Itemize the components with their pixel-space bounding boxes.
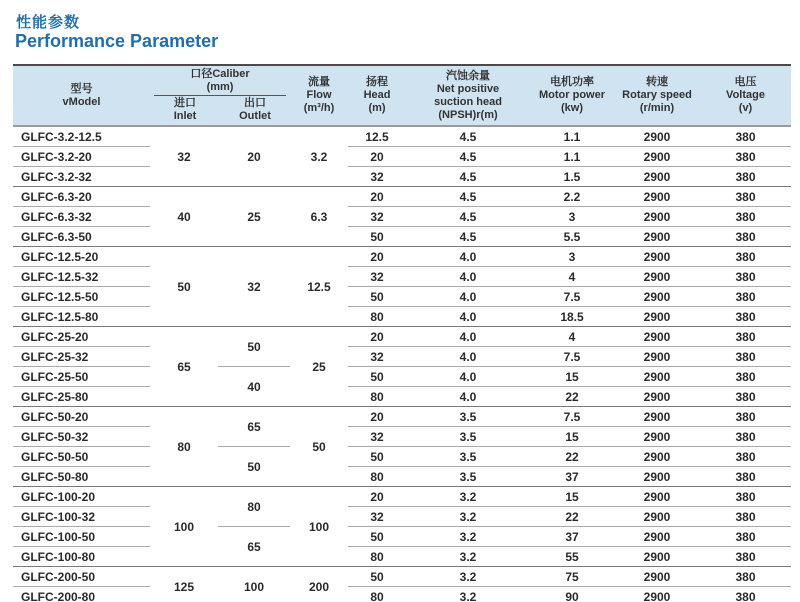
header-outlet-en: Outlet — [239, 110, 271, 122]
cell-speed: 2900 — [614, 147, 700, 167]
cell-power: 15 — [530, 487, 614, 507]
table-body — [13, 126, 791, 602]
cell-voltage: 380 — [700, 227, 791, 247]
header-row — [13, 65, 791, 126]
cell-speed: 2900 — [614, 507, 700, 527]
cell-model: GLFC-6.3-32 — [13, 207, 150, 227]
header-voltage-en: Voltage — [726, 89, 765, 101]
cell-outlet: 50 — [218, 327, 290, 367]
table-row — [13, 227, 791, 247]
cell-power: 22 — [530, 387, 614, 407]
header-npsh-zh: 汽蚀余量 — [446, 69, 491, 82]
cell-voltage: 380 — [700, 167, 791, 187]
cell-outlet: 40 — [218, 367, 290, 407]
cell-power: 18.5 — [530, 307, 614, 327]
header-head-unit: (m) — [368, 102, 386, 114]
cell-model: GLFC-25-50 — [13, 367, 150, 387]
cell-model: GLFC-6.3-50 — [13, 227, 150, 247]
cell-speed: 2900 — [614, 367, 700, 387]
cell-head: 50 — [348, 447, 406, 467]
cell-npsh: 4.5 — [406, 126, 530, 147]
header-caliber-subcolumns — [150, 97, 290, 123]
cell-speed: 2900 — [614, 527, 700, 547]
cell-outlet: 25 — [218, 187, 290, 247]
header-flow-zh: 流量 — [308, 76, 331, 88]
cell-voltage: 380 — [700, 587, 791, 602]
cell-head: 50 — [348, 227, 406, 247]
cell-voltage: 380 — [700, 467, 791, 487]
table-row — [13, 187, 791, 207]
header-speed-unit: (r/min) — [639, 102, 675, 114]
cell-head: 20 — [348, 327, 406, 347]
table-row — [13, 267, 791, 287]
cell-outlet: 80 — [218, 487, 290, 527]
cell-power: 22 — [530, 447, 614, 467]
cell-power: 22 — [530, 507, 614, 527]
cell-outlet: 65 — [218, 527, 290, 567]
cell-model: GLFC-3.2-20 — [13, 147, 150, 167]
cell-outlet: 20 — [218, 126, 290, 187]
cell-model: GLFC-12.5-50 — [13, 287, 150, 307]
cell-power: 4 — [530, 267, 614, 287]
cell-power: 3 — [530, 207, 614, 227]
cell-npsh: 3.2 — [406, 527, 530, 547]
cell-inlet: 100 — [150, 487, 218, 567]
header-inlet-zh: 进口 — [174, 97, 196, 109]
cell-outlet: 32 — [218, 247, 290, 327]
cell-head: 32 — [348, 267, 406, 287]
table-row — [13, 407, 791, 427]
header-outlet — [220, 97, 290, 123]
cell-speed: 2900 — [614, 247, 700, 267]
table-row — [13, 467, 791, 487]
table-row — [13, 447, 791, 467]
header-voltage — [700, 65, 791, 126]
header-outlet-zh: 出口 — [244, 97, 267, 109]
cell-voltage: 380 — [700, 367, 791, 387]
cell-power: 2.2 — [530, 187, 614, 207]
cell-voltage: 380 — [700, 147, 791, 167]
cell-head: 32 — [348, 507, 406, 527]
cell-npsh: 3.2 — [406, 567, 530, 587]
cell-inlet: 65 — [150, 327, 218, 407]
table-row — [13, 507, 791, 527]
cell-npsh: 4.5 — [406, 187, 530, 207]
cell-npsh: 3.2 — [406, 507, 530, 527]
cell-power: 55 — [530, 547, 614, 567]
cell-head: 32 — [348, 207, 406, 227]
header-flow-unit: (m³/h) — [303, 102, 335, 114]
cell-model: GLFC-50-32 — [13, 427, 150, 447]
cell-voltage: 380 — [700, 427, 791, 447]
cell-voltage: 380 — [700, 487, 791, 507]
table-row — [13, 347, 791, 367]
header-motor-en: Motor power — [539, 89, 606, 101]
table-row — [13, 567, 791, 587]
cell-npsh: 3.5 — [406, 467, 530, 487]
cell-power: 37 — [530, 467, 614, 487]
cell-voltage: 380 — [700, 207, 791, 227]
cell-flow: 50 — [290, 407, 348, 487]
cell-voltage: 380 — [700, 267, 791, 287]
page-title-en: Performance Parameter — [15, 31, 219, 51]
performance-table — [13, 64, 791, 602]
cell-inlet: 32 — [150, 126, 218, 187]
cell-head: 80 — [348, 587, 406, 602]
cell-voltage: 380 — [700, 527, 791, 547]
cell-voltage: 380 — [700, 287, 791, 307]
cell-model: GLFC-25-20 — [13, 327, 150, 347]
table-row — [13, 547, 791, 567]
cell-npsh: 4.0 — [406, 307, 530, 327]
header-model — [13, 65, 150, 126]
header-model-zh: 型号 — [70, 82, 93, 95]
table-row — [13, 367, 791, 387]
cell-power: 3 — [530, 247, 614, 267]
table-row — [13, 126, 791, 147]
header-caliber-zh: 口径Caliber — [190, 68, 250, 80]
cell-speed: 2900 — [614, 567, 700, 587]
header-flow-en: Flow — [306, 89, 332, 101]
cell-model: GLFC-12.5-80 — [13, 307, 150, 327]
table-row — [13, 247, 791, 267]
cell-head: 80 — [348, 387, 406, 407]
cell-head: 20 — [348, 187, 406, 207]
cell-model: GLFC-100-80 — [13, 547, 150, 567]
cell-npsh: 4.5 — [406, 207, 530, 227]
cell-power: 1.1 — [530, 147, 614, 167]
cell-speed: 2900 — [614, 126, 700, 147]
cell-head: 20 — [348, 147, 406, 167]
cell-npsh: 4.0 — [406, 367, 530, 387]
cell-power: 7.5 — [530, 407, 614, 427]
cell-speed: 2900 — [614, 167, 700, 187]
header-speed-zh: 转速 — [646, 76, 669, 88]
cell-head: 50 — [348, 527, 406, 547]
cell-inlet: 40 — [150, 187, 218, 247]
cell-voltage: 380 — [700, 247, 791, 267]
cell-npsh: 4.0 — [406, 247, 530, 267]
cell-npsh: 3.5 — [406, 427, 530, 447]
cell-head: 50 — [348, 567, 406, 587]
cell-voltage: 380 — [700, 307, 791, 327]
cell-head: 80 — [348, 547, 406, 567]
header-head-zh: 扬程 — [366, 76, 389, 88]
cell-flow: 200 — [290, 567, 348, 602]
cell-npsh: 3.2 — [406, 487, 530, 507]
cell-head: 32 — [348, 167, 406, 187]
cell-speed: 2900 — [614, 447, 700, 467]
table-header — [13, 65, 791, 126]
cell-head: 32 — [348, 347, 406, 367]
cell-speed: 2900 — [614, 207, 700, 227]
cell-flow: 6.3 — [290, 187, 348, 247]
header-head-en: Head — [363, 89, 391, 101]
header-flow — [290, 65, 348, 126]
cell-speed: 2900 — [614, 327, 700, 347]
header-npsh-unit: (NPSH)r(m) — [438, 108, 498, 121]
header-inlet-en: Inlet — [173, 110, 197, 122]
cell-speed: 2900 — [614, 387, 700, 407]
cell-npsh: 4.5 — [406, 147, 530, 167]
cell-head: 50 — [348, 287, 406, 307]
table-row — [13, 527, 791, 547]
cell-power: 4 — [530, 327, 614, 347]
cell-speed: 2900 — [614, 307, 700, 327]
cell-npsh: 3.2 — [406, 547, 530, 567]
cell-head: 12.5 — [348, 126, 406, 147]
cell-model: GLFC-50-50 — [13, 447, 150, 467]
cell-npsh: 4.5 — [406, 167, 530, 187]
cell-voltage: 380 — [700, 547, 791, 567]
cell-power: 5.5 — [530, 227, 614, 247]
cell-speed: 2900 — [614, 587, 700, 602]
table-row — [13, 287, 791, 307]
cell-model: GLFC-3.2-12.5 — [13, 126, 150, 147]
cell-voltage: 380 — [700, 407, 791, 427]
cell-speed: 2900 — [614, 427, 700, 447]
cell-speed: 2900 — [614, 467, 700, 487]
cell-power: 37 — [530, 527, 614, 547]
cell-npsh: 3.5 — [406, 407, 530, 427]
cell-model: GLFC-25-80 — [13, 387, 150, 407]
cell-npsh: 4.0 — [406, 287, 530, 307]
cell-model: GLFC-12.5-20 — [13, 247, 150, 267]
cell-model: GLFC-50-20 — [13, 407, 150, 427]
cell-head: 80 — [348, 307, 406, 327]
cell-voltage: 380 — [700, 126, 791, 147]
header-inlet — [150, 97, 220, 123]
header-voltage-zh: 电压 — [734, 76, 757, 88]
header-caliber — [150, 65, 290, 126]
cell-speed: 2900 — [614, 487, 700, 507]
cell-npsh: 4.0 — [406, 387, 530, 407]
cell-model: GLFC-100-32 — [13, 507, 150, 527]
cell-power: 1.1 — [530, 126, 614, 147]
cell-model: GLFC-3.2-32 — [13, 167, 150, 187]
cell-flow: 12.5 — [290, 247, 348, 327]
header-npsh-en2: suction head — [434, 95, 502, 108]
header-npsh-en1: Net positive — [436, 82, 500, 95]
cell-speed: 2900 — [614, 347, 700, 367]
cell-head: 50 — [348, 367, 406, 387]
cell-model: GLFC-50-80 — [13, 467, 150, 487]
header-head — [348, 65, 406, 126]
cell-model: GLFC-100-20 — [13, 487, 150, 507]
cell-speed: 2900 — [614, 187, 700, 207]
cell-voltage: 380 — [700, 507, 791, 527]
cell-power: 15 — [530, 427, 614, 447]
cell-model: GLFC-25-32 — [13, 347, 150, 367]
cell-speed: 2900 — [614, 267, 700, 287]
cell-outlet: 50 — [218, 447, 290, 487]
cell-power: 7.5 — [530, 287, 614, 307]
cell-voltage: 380 — [700, 327, 791, 347]
table-row — [13, 587, 791, 602]
table-row — [13, 327, 791, 347]
cell-head: 20 — [348, 487, 406, 507]
cell-npsh: 4.0 — [406, 267, 530, 287]
cell-speed: 2900 — [614, 407, 700, 427]
header-caliber-label — [154, 68, 286, 96]
cell-model: GLFC-12.5-32 — [13, 267, 150, 287]
table-row — [13, 307, 791, 327]
cell-speed: 2900 — [614, 547, 700, 567]
cell-head: 20 — [348, 407, 406, 427]
cell-inlet: 125 — [150, 567, 218, 602]
page-title-zh: 性能参数 — [16, 14, 81, 31]
cell-inlet: 50 — [150, 247, 218, 327]
cell-model: GLFC-100-50 — [13, 527, 150, 547]
cell-npsh: 4.5 — [406, 227, 530, 247]
cell-speed: 2900 — [614, 287, 700, 307]
cell-power: 15 — [530, 367, 614, 387]
cell-voltage: 380 — [700, 567, 791, 587]
cell-power: 90 — [530, 587, 614, 602]
table-row — [13, 167, 791, 187]
header-npsh — [406, 65, 530, 126]
cell-model: GLFC-200-50 — [13, 567, 150, 587]
cell-flow: 3.2 — [290, 126, 348, 187]
header-motor-zh: 电机功率 — [550, 76, 595, 88]
cell-npsh: 3.5 — [406, 447, 530, 467]
table-row — [13, 147, 791, 167]
cell-head: 32 — [348, 427, 406, 447]
header-motor-unit: (kw) — [561, 102, 584, 114]
cell-power: 75 — [530, 567, 614, 587]
header-caliber-unit: (mm) — [206, 81, 234, 93]
table-row — [13, 487, 791, 507]
cell-npsh: 3.2 — [406, 587, 530, 602]
cell-flow: 100 — [290, 487, 348, 567]
cell-inlet: 80 — [150, 407, 218, 487]
cell-head: 80 — [348, 467, 406, 487]
cell-flow: 25 — [290, 327, 348, 407]
header-speed-en: Rotary speed — [622, 89, 692, 101]
cell-head: 20 — [348, 247, 406, 267]
cell-model: GLFC-200-80 — [13, 587, 150, 602]
cell-outlet: 65 — [218, 407, 290, 447]
cell-power: 7.5 — [530, 347, 614, 367]
cell-outlet: 100 — [218, 567, 290, 602]
cell-voltage: 380 — [700, 347, 791, 367]
cell-voltage: 380 — [700, 447, 791, 467]
table-row — [13, 207, 791, 227]
cell-speed: 2900 — [614, 227, 700, 247]
cell-voltage: 380 — [700, 187, 791, 207]
cell-npsh: 4.0 — [406, 347, 530, 367]
table-row — [13, 387, 791, 407]
header-model-en: vModel — [62, 95, 101, 108]
cell-power: 1.5 — [530, 167, 614, 187]
cell-voltage: 380 — [700, 387, 791, 407]
table-row — [13, 427, 791, 447]
header-motor-power — [530, 65, 614, 126]
header-voltage-unit: (v) — [738, 102, 753, 114]
header-rotary-speed — [614, 65, 700, 126]
cell-npsh: 4.0 — [406, 327, 530, 347]
cell-model: GLFC-6.3-20 — [13, 187, 150, 207]
